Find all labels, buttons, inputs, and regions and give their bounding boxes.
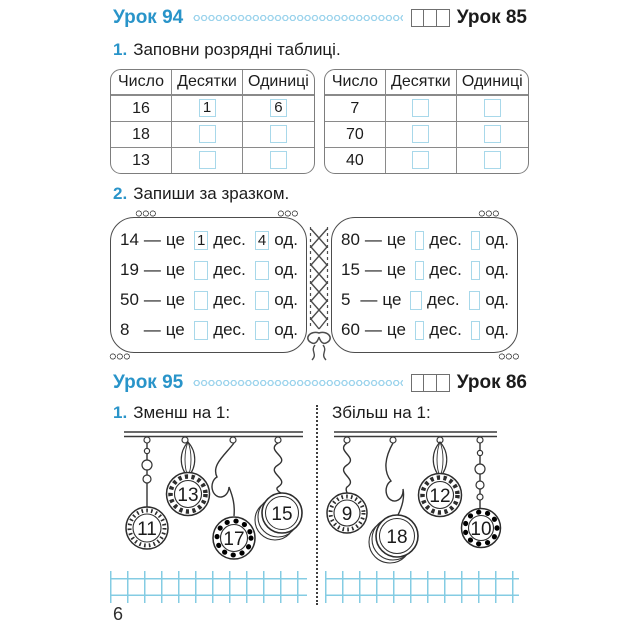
fill-row: 50 — це дес. од.	[120, 290, 298, 309]
page-number: 6	[113, 604, 124, 624]
svg-text:9: 9	[341, 504, 353, 525]
example-panel-right	[331, 217, 518, 353]
ones-answer-box[interactable]	[484, 125, 501, 143]
ones-answer-box[interactable]	[255, 321, 269, 340]
svg-text:13: 13	[177, 485, 199, 506]
fill-row: 15 — це дес. од.	[341, 260, 509, 279]
row-number: 8	[120, 320, 130, 339]
number-cell: 70	[325, 121, 385, 147]
tens-answer-box[interactable]: 1	[199, 99, 216, 117]
ornament-display-right	[325, 427, 525, 567]
ornament-ball-15	[255, 443, 302, 540]
row-number: 19	[120, 260, 139, 279]
column-divider	[316, 405, 318, 605]
table-row	[325, 147, 528, 173]
ones-answer-box[interactable]	[484, 151, 501, 169]
fill-row: 8 — це дес. од.	[120, 320, 298, 339]
place-value-table-right	[324, 69, 529, 174]
task-number: 1.	[113, 403, 128, 422]
row-number: 5	[341, 290, 351, 309]
svg-text:15: 15	[271, 504, 293, 525]
tens-answer-box[interactable]	[415, 321, 424, 340]
table-row	[111, 147, 314, 173]
task2-number: 2.	[113, 184, 128, 203]
number-cell: 7	[325, 95, 385, 121]
increase-task-label: Збільш на 1:	[332, 403, 431, 422]
row-number: 14	[120, 230, 139, 249]
ornament-ball-18	[369, 443, 418, 563]
ones-answer-box[interactable]	[469, 291, 481, 310]
ornament-ball-11	[126, 443, 168, 549]
svg-text:17: 17	[223, 529, 245, 550]
three-squares-icon	[412, 374, 450, 392]
fill-row: 14 — це 1 дес. 4 од.	[120, 230, 298, 249]
decrease-column	[107, 403, 317, 603]
lesson-95-columns	[107, 403, 527, 603]
ones-answer-box[interactable]	[270, 151, 287, 169]
fill-row: 19 — це дес. од.	[120, 260, 298, 279]
decrease-task-label: 1. Зменш на 1:	[113, 403, 231, 422]
number-cell: 18	[111, 121, 171, 147]
ornament-ball-17	[212, 443, 255, 559]
ornament-ball-9	[327, 443, 367, 533]
task2-line	[113, 184, 527, 205]
row-number: 80	[341, 230, 360, 249]
task1-line	[113, 40, 527, 61]
increase-column	[317, 403, 527, 603]
col-header-ones: Одиниці	[242, 70, 314, 95]
writing-grid-right[interactable]	[325, 571, 519, 603]
ones-answer-box[interactable]	[471, 321, 480, 340]
col-header-number: Число	[325, 70, 385, 95]
example-panels	[110, 217, 527, 353]
number-cell: 40	[325, 147, 385, 173]
curl-decoration	[478, 209, 499, 218]
tens-answer-box[interactable]	[412, 125, 429, 143]
tens-answer-box[interactable]	[199, 125, 216, 143]
row-number: 15	[341, 260, 360, 279]
wavy-divider	[193, 13, 403, 23]
curl-decoration	[135, 209, 156, 218]
ones-answer-box[interactable]: 4	[255, 231, 269, 250]
writing-grid-left[interactable]	[110, 571, 307, 603]
svg-text:11: 11	[137, 519, 157, 540]
curl-decoration	[498, 352, 519, 361]
table-row	[111, 95, 314, 121]
number-cell: 13	[111, 147, 171, 173]
ornament-display-left	[113, 427, 313, 567]
lesson-86-reference: Урок 86	[456, 372, 527, 393]
tens-answer-box[interactable]	[194, 321, 208, 340]
lesson-95-title: Урок 95	[113, 372, 184, 393]
tens-answer-box[interactable]	[412, 99, 429, 117]
svg-text:10: 10	[470, 519, 492, 540]
fill-row: 5 — це дес. од.	[341, 290, 509, 309]
task1-number: 1.	[113, 40, 128, 59]
number-cell: 16	[111, 95, 171, 121]
ones-answer-box[interactable]	[255, 291, 269, 310]
fill-row: 80 — це дес. од.	[341, 230, 509, 249]
task2-text: Запиши за зразком.	[133, 184, 290, 203]
tens-answer-box[interactable]	[410, 291, 422, 310]
ornament-ball-12	[419, 442, 462, 517]
ones-answer-box[interactable]	[471, 261, 480, 280]
tens-answer-box[interactable]	[415, 261, 424, 280]
three-squares-icon	[412, 9, 450, 27]
tens-answer-box[interactable]: 1	[194, 231, 208, 250]
ones-answer-box[interactable]	[255, 261, 269, 280]
col-header-ones: Одиниці	[456, 70, 528, 95]
row-number: 60	[341, 320, 360, 339]
col-header-tens: Десятки	[385, 70, 456, 95]
ones-answer-box[interactable]	[471, 231, 480, 250]
tens-answer-box[interactable]	[199, 151, 216, 169]
svg-text:18: 18	[386, 527, 408, 548]
lesson-94-header	[107, 6, 527, 30]
table-row	[325, 121, 528, 147]
table-row	[111, 121, 314, 147]
table-row	[325, 95, 528, 121]
lesson-94-title: Урок 94	[113, 7, 184, 28]
wavy-divider	[193, 378, 403, 388]
task1-text: Заповни розрядні таблиці.	[133, 40, 341, 59]
fill-row: 60 — це дес. од.	[341, 320, 509, 339]
lesson-85-reference: Урок 85	[456, 7, 527, 28]
svg-text:12: 12	[429, 486, 451, 507]
tens-answer-box[interactable]	[194, 291, 208, 310]
curl-decoration	[277, 209, 298, 218]
ones-answer-box[interactable]: 6	[270, 99, 287, 117]
place-value-table-left	[110, 69, 315, 174]
workbook-page	[107, 6, 527, 625]
tens-answer-box[interactable]	[194, 261, 208, 280]
ones-answer-box[interactable]	[484, 99, 501, 117]
col-header-number: Число	[111, 70, 171, 95]
place-value-tables	[110, 69, 527, 174]
row-number: 50	[120, 290, 139, 309]
ornament-ball-13	[167, 442, 210, 516]
tens-answer-box[interactable]	[415, 231, 424, 250]
example-panel-left	[110, 217, 307, 353]
curl-decoration	[109, 352, 130, 361]
ornament-ball-10	[462, 443, 501, 548]
lacing-decoration	[307, 217, 331, 351]
col-header-tens: Десятки	[171, 70, 242, 95]
tens-answer-box[interactable]	[412, 151, 429, 169]
ones-answer-box[interactable]	[270, 125, 287, 143]
